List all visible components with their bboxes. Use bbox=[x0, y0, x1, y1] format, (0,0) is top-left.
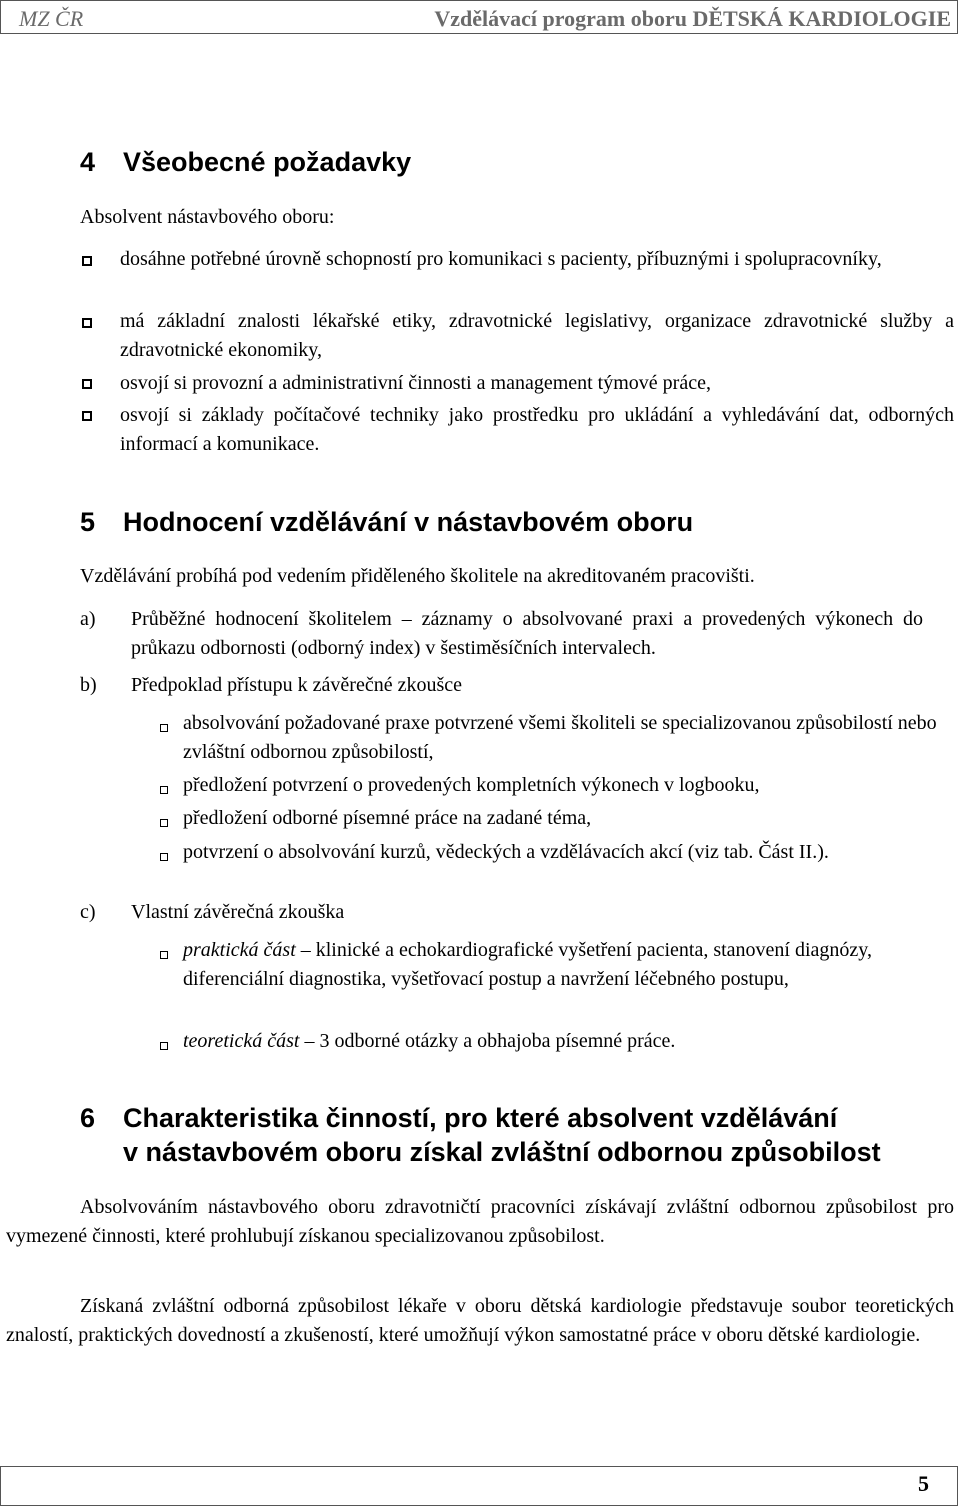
section-4-item-2: má základní znalosti lékařské etiky, zdravotnické legislativy, organizace zdravotnické služby a zdravotnické ekonomiky, bbox=[120, 310, 954, 361]
header-program-title: Vzdělávací program oboru DĚTSKÁ KARDIOLOGIE bbox=[434, 6, 951, 31]
item-b-text: Předpoklad přístupu k závěrečné zkoušce bbox=[131, 674, 462, 696]
section-4-heading bbox=[80, 145, 411, 179]
checkbox-bullet-icon bbox=[160, 786, 168, 794]
section-4-item-4: osvojí si základy počítačové techniky jako prostředku pro ukládání a vyhledávání dat, odborných informací a komunikace. bbox=[120, 404, 954, 455]
checkbox-bullet-icon bbox=[82, 411, 92, 421]
practical-part-text: – klinické a echokardiografické vyšetření pacienta, stanovení diagnózy, diferenciální diagnostika, vyšetřovací postup a navržení léčebného postupu, bbox=[183, 939, 872, 990]
item-b-sub-1: absolvování požadované praxe potvrzené všemi školiteli se specializovanou způsobilostí nebo zvláštní odbornou způsobilostí, bbox=[183, 712, 937, 763]
checkbox-bullet-icon bbox=[160, 1042, 168, 1050]
section-5-title: Hodnocení vzdělávání v nástavbovém oboru bbox=[123, 507, 694, 537]
item-c-sub-1 bbox=[183, 936, 953, 994]
section-6-number: 6 bbox=[80, 1103, 96, 1133]
checkbox-bullet-icon bbox=[82, 379, 92, 389]
section-6-heading bbox=[80, 1101, 881, 1169]
checkbox-bullet-icon bbox=[160, 853, 168, 861]
section-6-title-line-2: v nástavbovém oboru získal zvláštní odbornou způsobilost bbox=[123, 1137, 881, 1167]
section-4-item-1: dosáhne potřebné úrovně schopností pro komunikaci s pacienty, příbuznými i spolupracovníky, bbox=[120, 248, 882, 270]
item-b-sub-4: potvrzení o absolvování kurzů, vědeckých a vzdělávacích akcí (viz tab. Část II.). bbox=[183, 841, 829, 863]
page-header bbox=[0, 0, 958, 34]
checkbox-bullet-icon bbox=[160, 819, 168, 827]
checkbox-bullet-icon bbox=[160, 951, 168, 959]
item-c-sub-2 bbox=[183, 1027, 953, 1056]
section-6-paragraph-2: Získaná zvláštní odborná způsobilost lékaře v oboru dětská kardiologie představuje soubor teoretických znalostí, praktických dovedností a zkušeností, které umožňují výkon samostatné práce v oboru dětské kardiologie. bbox=[6, 1295, 954, 1346]
theoretical-part-term: teoretická část bbox=[183, 1030, 300, 1052]
section-4-number: 4 bbox=[80, 147, 96, 177]
section-5-number: 5 bbox=[80, 507, 96, 537]
section-4-title: Všeobecné požadavky bbox=[123, 147, 412, 177]
item-b-sub-2: předložení potvrzení o provedených kompletních výkonech v logbooku, bbox=[183, 774, 760, 796]
section-5-heading bbox=[80, 505, 693, 539]
section-4-item-3: osvojí si provozní a administrativní činnosti a management týmové práce, bbox=[120, 372, 711, 394]
item-a-label: a) bbox=[80, 608, 96, 630]
theoretical-part-text: – 3 odborné otázky a obhajoba písemné práce. bbox=[299, 1030, 676, 1052]
item-b-sub-3: předložení odborné písemné práce na zadané téma, bbox=[183, 807, 592, 829]
item-c-text: Vlastní závěrečná zkouška bbox=[131, 901, 345, 923]
section-4-intro: Absolvent nástavbového oboru: bbox=[80, 206, 335, 228]
item-c-label: c) bbox=[80, 901, 96, 923]
item-a-text: Průběžné hodnocení školitelem – záznamy o absolvované praxi a provedených výkonech do průkazu odbornosti (odborný index) v šestiměsíčních intervalech. bbox=[131, 608, 923, 659]
header-ministry: MZ ČR bbox=[19, 6, 84, 31]
page-footer bbox=[0, 1466, 958, 1506]
checkbox-bullet-icon bbox=[82, 256, 92, 266]
page-number: 5 bbox=[918, 1471, 929, 1496]
practical-part-term: praktická část bbox=[183, 939, 296, 961]
section-6-title-line-1: Charakteristika činností, pro které absolvent vzdělávání bbox=[123, 1103, 838, 1133]
section-6-paragraph-1: Absolvováním nástavbového oboru zdravotničtí pracovníci získávají zvláštní odbornou způsobilost pro vymezené činnosti, které prohlubují získanou specializovanou způsobilost. bbox=[6, 1196, 954, 1247]
checkbox-bullet-icon bbox=[82, 318, 92, 328]
checkbox-bullet-icon bbox=[160, 724, 168, 732]
section-5-intro: Vzdělávání probíhá pod vedením přiděleného školitele na akreditovaném pracovišti. bbox=[80, 565, 755, 587]
item-b-label: b) bbox=[80, 674, 97, 696]
